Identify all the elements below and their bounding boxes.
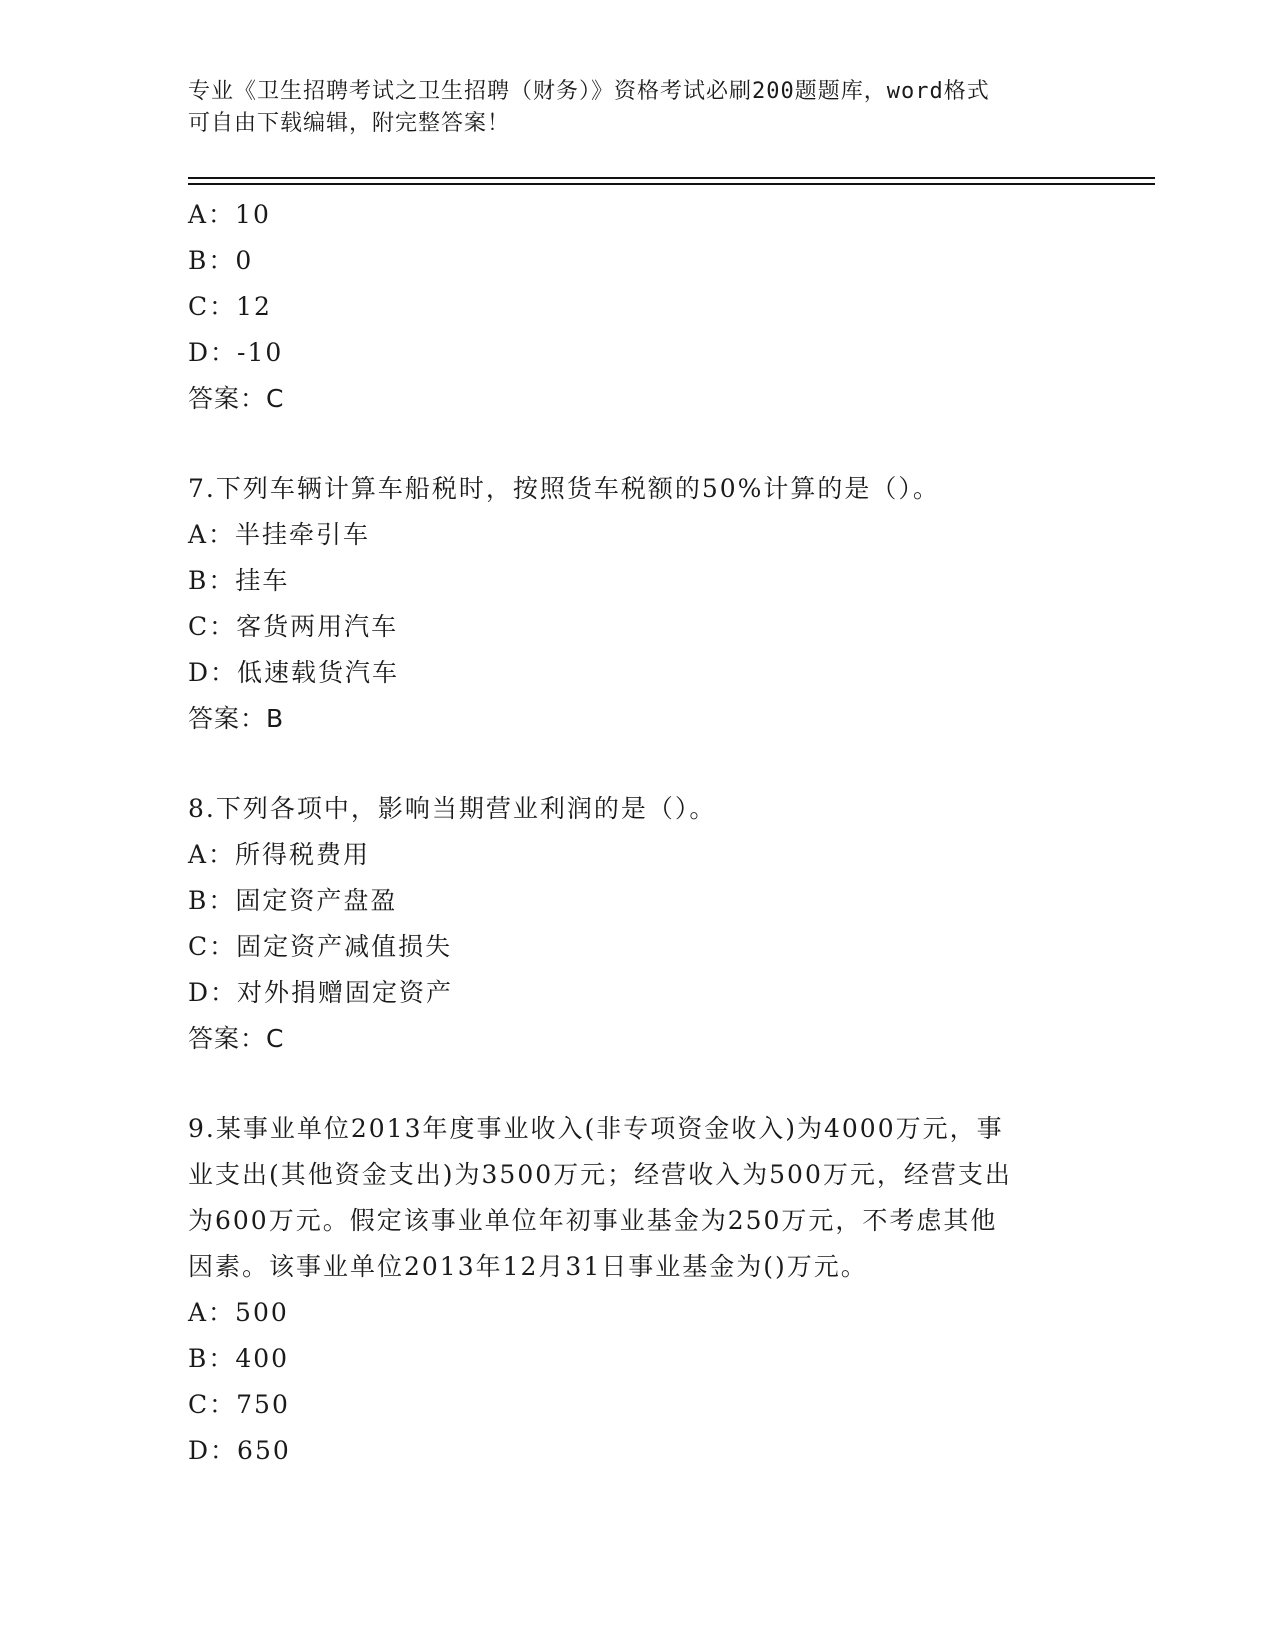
option-b: B：0 [188,246,254,275]
question-9 [188,1106,1088,1474]
option-b: B：400 [188,1344,290,1373]
option-a: A：500 [188,1298,289,1327]
question-text-line-2: 业支出(其他资金支出)为3500万元；经营收入为500万元，经营支出 [188,1160,1012,1189]
question-list [188,192,1088,1474]
option-a: A：10 [188,200,271,229]
question-8 [188,786,1088,1062]
spacer [188,1062,1088,1106]
option-c: C：固定资产减值损失 [188,932,453,961]
option-c: C：客货两用汽车 [188,612,399,641]
option-c: C：750 [188,1390,290,1419]
answer: 答案：C [188,1024,285,1053]
option-d: D：对外捐赠固定资产 [188,978,454,1007]
answer: 答案：B [188,704,285,733]
header-line-1: 专业《卫生招聘考试之卫生招聘（财务）》资格考试必刷200题题库，word格式 [188,79,990,104]
spacer [188,422,1088,466]
option-a: A：所得税费用 [188,840,371,869]
question-7 [188,466,1088,742]
question-text-line-4: 因素。该事业单位2013年12月31日事业基金为()万元。 [188,1252,868,1281]
question-text-line-3: 为600万元。假定该事业单位年初事业基金为250万元，不考虑其他 [188,1206,998,1235]
question-6 [188,192,1088,422]
header-rule-bottom [188,183,1155,185]
option-c: C：12 [188,292,272,321]
header-rule-top [188,177,1155,179]
document-header [188,76,1088,140]
option-a: A：半挂牵引车 [188,520,371,549]
question-text-line-1: 9.某事业单位2013年度事业收入(非专项资金收入)为4000万元，事 [188,1114,1004,1143]
option-b: B：挂车 [188,566,290,595]
question-text: 8.下列各项中，影响当期营业利润的是（）。 [188,794,717,823]
option-d: D：-10 [188,338,284,367]
option-b: B：固定资产盘盈 [188,886,398,915]
question-text: 7.下列车辆计算车船税时，按照货车税额的50%计算的是（）。 [188,474,940,503]
header-line-2: 可自由下载编辑，附完整答案！ [188,111,511,136]
spacer [188,742,1088,786]
answer: 答案：C [188,384,285,413]
option-d: D：低速载货汽车 [188,658,400,687]
option-d: D：650 [188,1436,291,1465]
